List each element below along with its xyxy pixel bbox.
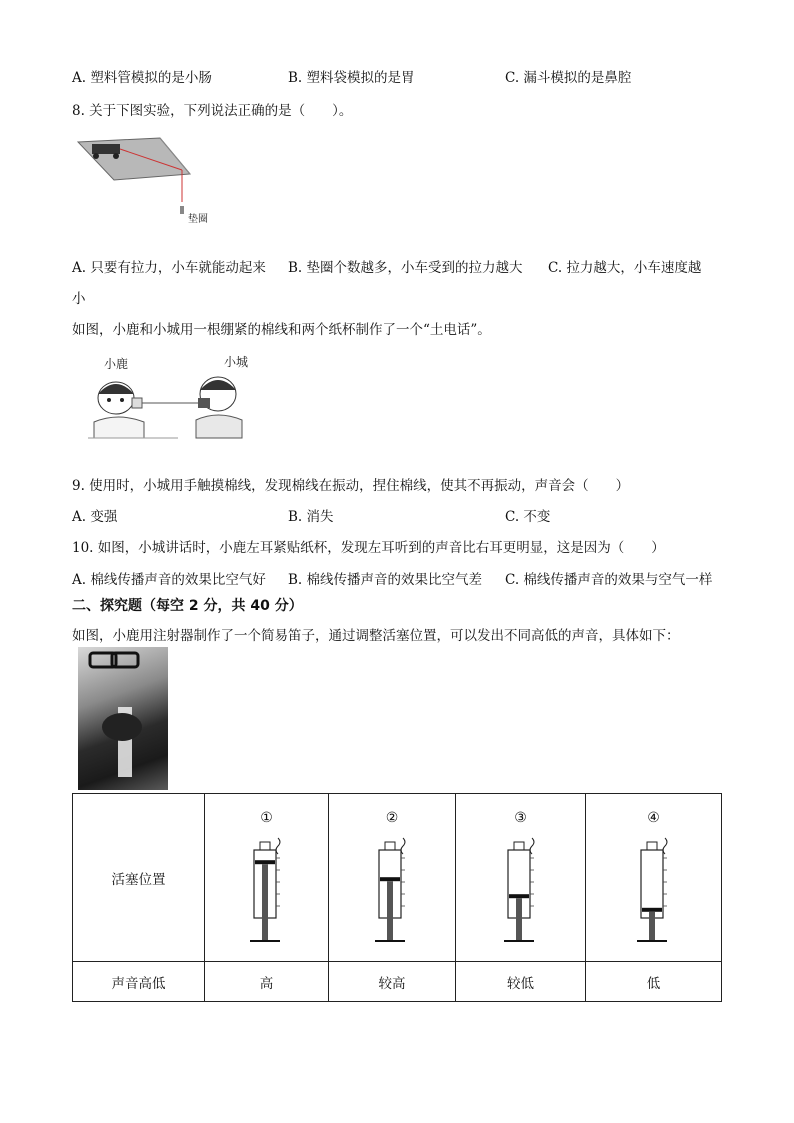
- q9-stem: 9. 使用时，小城用手触摸棉线，发现棉线在振动，捏住棉线，使其不再振动，声音会（ ）: [72, 478, 630, 494]
- q9-option-b: B. 消失: [288, 509, 334, 525]
- syringe-piston-4: [642, 907, 662, 911]
- syringe-barrel-4: [641, 850, 663, 918]
- syringe-number-2: ②: [385, 809, 399, 826]
- sound-wave-2: [401, 838, 405, 854]
- q10-option-b: B. 棉线传播声音的效果比空气差: [288, 572, 483, 588]
- syringe-cell-1: [205, 794, 329, 962]
- q10-stem: 10. 如图，小城讲话时，小鹿左耳紧贴纸杯，发现左耳听到的声音比右耳更明显，这是因为（ ）: [72, 540, 665, 556]
- syringe-handle-4: [637, 940, 667, 942]
- flute-intro: 如图，小鹿用注射器制作了一个简易笛子，通过调整活塞位置，可以发出不同高低的声音，具体如下：: [72, 628, 680, 644]
- q8-option-c-wrap: 小: [72, 291, 86, 307]
- pitch-2: 较高: [329, 962, 456, 1002]
- syringe-rod-3: [516, 898, 522, 940]
- q7-option-a: A. 塑料管模拟的是小肠: [72, 70, 212, 86]
- syringe-icon-4: [619, 832, 689, 942]
- row-header-piston: 活塞位置: [73, 794, 205, 962]
- washer-label: 垫圈: [188, 214, 208, 225]
- syringe-rod-1: [262, 864, 268, 940]
- q10-option-a: A. 棉线传播声音的效果比空气好: [72, 572, 266, 588]
- q7-option-b: B. 塑料袋模拟的是胃: [288, 70, 415, 86]
- q8-stem: 8. 关于下图实验，下列说法正确的是（ ）。: [72, 103, 353, 119]
- syringe-cell-4: [586, 794, 722, 962]
- syringe-icon-1: [232, 832, 302, 942]
- syringe-nozzle-4: [647, 842, 657, 850]
- q8-option-c: C. 拉力越大，小车速度越: [548, 260, 702, 276]
- sound-wave-1: [276, 838, 280, 854]
- syringe-number-3: ③: [514, 809, 527, 826]
- syringe-nozzle-3: [514, 842, 524, 850]
- pitch-3: 较低: [456, 962, 586, 1002]
- name-xiaolu: 小鹿: [104, 357, 129, 371]
- syringe-rod-4: [649, 911, 655, 939]
- syringe-piston-3: [509, 894, 529, 898]
- syringe-piston-2: [380, 877, 400, 881]
- pitch-4: 低: [586, 962, 722, 1002]
- phone-intro: 如图，小鹿和小城用一根绷紧的棉线和两个纸杯制作了一个“土电话”。: [72, 322, 491, 338]
- syringe-handle-3: [504, 940, 534, 942]
- sound-wave-3: [530, 838, 534, 854]
- cart-ramp-figure: [74, 132, 214, 232]
- syringe-cell-3: [456, 794, 586, 962]
- q9-option-c: C. 不变: [505, 509, 551, 525]
- name-xiaocheng: 小城: [224, 355, 248, 369]
- q8-option-a: A. 只要有拉力，小车就能动起来: [72, 260, 266, 276]
- section-two-title: 二、探究题（每空 2 分，共 40 分）: [72, 598, 303, 614]
- syringe-table: [72, 793, 722, 1002]
- q10-option-c: C. 棉线传播声音的效果与空气一样: [505, 572, 713, 588]
- syringe-piston-1: [255, 860, 275, 864]
- syringe-icon-2: [357, 832, 427, 942]
- syringe-handle-2: [375, 940, 405, 942]
- q7-option-c: C. 漏斗模拟的是鼻腔: [505, 70, 632, 86]
- q8-option-b: B. 垫圈个数越多，小车受到的拉力越大: [288, 260, 523, 276]
- syringe-flute-photo: [78, 647, 168, 790]
- pitch-1: 高: [205, 962, 329, 1002]
- syringe-nozzle-1: [260, 842, 270, 850]
- string-phone-figure: [78, 350, 248, 445]
- syringe-cell-2: [329, 794, 456, 962]
- row-header-pitch: 声音高低: [73, 962, 205, 1002]
- syringe-nozzle-2: [385, 842, 395, 850]
- q9-option-a: A. 变强: [72, 509, 118, 525]
- syringe-icon-3: [486, 832, 556, 942]
- syringe-number-4: ④: [647, 809, 660, 826]
- sound-wave-4: [663, 838, 667, 854]
- syringe-number-1: ①: [260, 809, 273, 826]
- syringe-handle-1: [250, 940, 280, 942]
- syringe-rod-2: [387, 881, 393, 940]
